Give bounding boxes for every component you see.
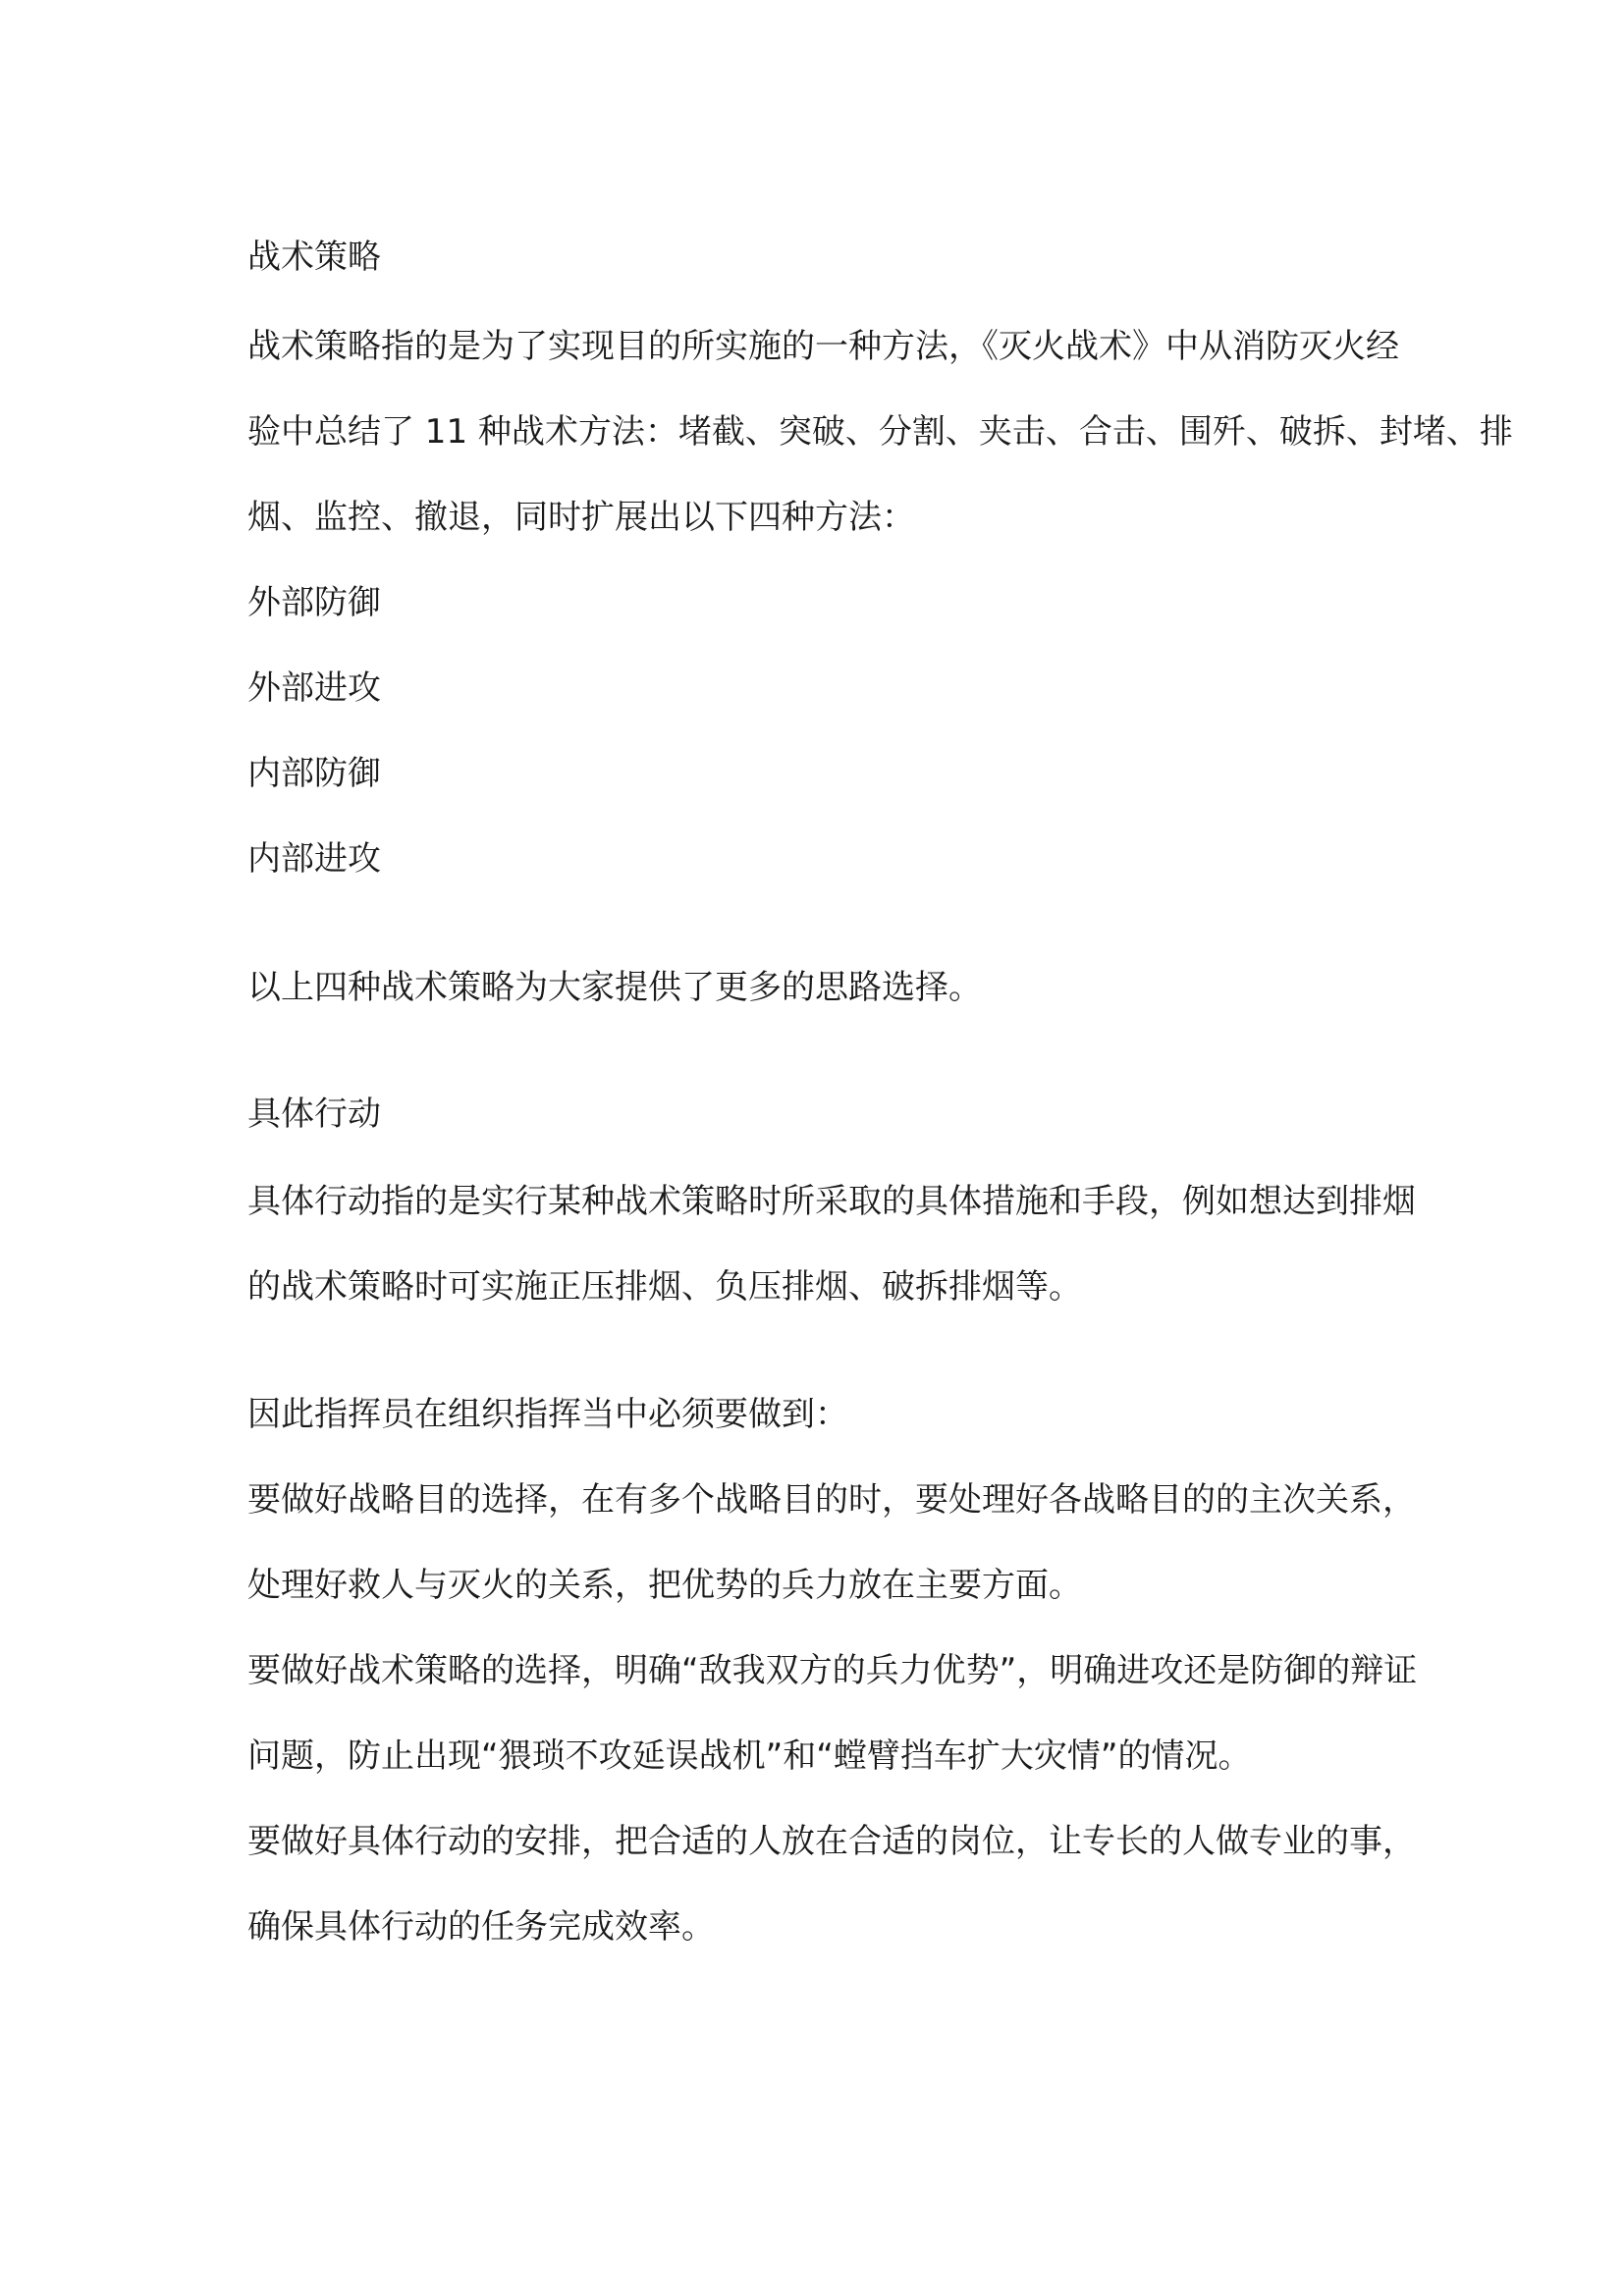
paragraph-line: 确保具体行动的任务完成效率。 (247, 1907, 715, 1947)
intro-line: 因此指挥员在组织指挥当中必须要做到： (247, 1395, 848, 1434)
paragraph-line: 具体行动指的是实行某种战术策略时所采取的具体措施和手段，例如想达到排烟 (247, 1182, 1416, 1221)
method-item: 内部防御 (247, 754, 381, 793)
paragraph-line: 要做好具体行动的安排，把合适的人放在合适的岗位，让专长的人做专业的事， (247, 1822, 1416, 1861)
paragraph-line: 的战术策略时可实施正压排烟、负压排烟、破拆排烟等。 (247, 1267, 1082, 1307)
paragraph-line: 问题，防止出现“猥琐不攻延误战机”和“螳臂挡车扩大灾情”的情况。 (247, 1736, 1252, 1776)
paragraph-line: 验中总结了 11 种战术方法：堵截、突破、分割、夹击、合击、围歼、破拆、封堵、排 (247, 412, 1513, 452)
paragraph-line: 处理好救人与灭火的关系，把优势的兵力放在主要方面。 (247, 1566, 1082, 1605)
paragraph-line: 烟、监控、撤退，同时扩展出以下四种方法： (247, 498, 915, 537)
paragraph-line: 要做好战略目的选择，在有多个战略目的时，要处理好各战略目的的主次关系， (247, 1480, 1416, 1520)
paragraph-line: 战术策略指的是为了实现目的所实施的一种方法，《灭火战术》中从消防灭火经 (247, 327, 1399, 366)
summary-line: 以上四种战术策略为大家提供了更多的思路选择。 (247, 968, 982, 1007)
section-heading-tactics: 战术策略 (247, 238, 381, 277)
section-heading-actions: 具体行动 (247, 1095, 381, 1134)
method-item: 外部进攻 (247, 668, 381, 708)
method-item: 内部进攻 (247, 839, 381, 879)
method-item: 外部防御 (247, 583, 381, 622)
paragraph-line: 要做好战术策略的选择，明确“敌我双方的兵力优势”，明确进攻还是防御的辩证 (247, 1651, 1418, 1690)
